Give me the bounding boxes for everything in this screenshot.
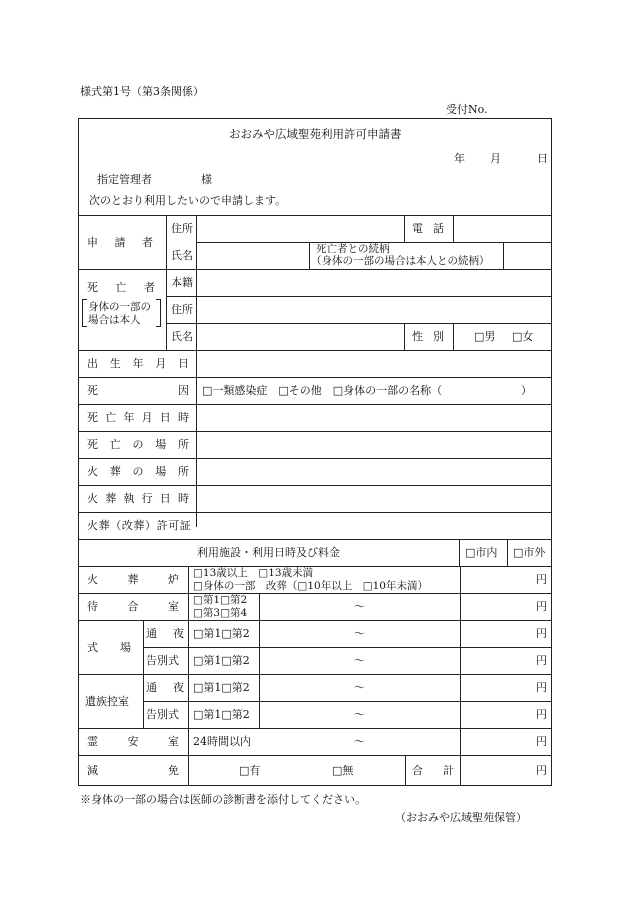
deceased-note-line2: 場合は本人 (88, 314, 141, 326)
waiting-room-tilde: ～ (354, 600, 365, 613)
exemption-no-checkbox[interactable]: □無 (332, 764, 354, 777)
ceremony-wake-yen: 円 (536, 627, 547, 640)
gender-male-checkbox[interactable]: □男 (474, 330, 496, 343)
total-label: 合 計 (412, 764, 454, 777)
deceased-domicile-label: 本籍 (171, 276, 193, 289)
furnace-label: 火 葬 炉 (87, 573, 179, 586)
ceremony-farewell-yen: 円 (536, 654, 547, 667)
family-wake-label: 通 夜 (146, 681, 184, 694)
applicant-label: 申 請 者 (87, 236, 153, 249)
facilities-header: 利用施設・利用日時及び料金 (197, 546, 340, 559)
cause-of-death-label: 死 因 (87, 384, 189, 397)
gender-label: 性 別 (412, 330, 444, 343)
exemption-label: 減 免 (87, 764, 179, 777)
permit-label: 火葬（改葬）許可証 (87, 519, 192, 532)
applicant-phone-label: 電 話 (412, 222, 444, 235)
cause-options[interactable]: □一類感染症 □その他 □身体の一部の名称（ (202, 384, 443, 397)
applicant-name-label: 氏名 (171, 249, 193, 262)
receipt-number: 受付No. (446, 103, 488, 116)
date-day: 日 (537, 152, 548, 165)
family-room-label: 遺族控室 (85, 695, 129, 708)
ceremony-hall-label: 式 場 (87, 641, 131, 654)
death-datetime-label: 死 亡 年 月 日 時 (87, 411, 189, 424)
mortuary-label: 霊 安 室 (87, 735, 179, 748)
cremation-datetime-label: 火 葬 執 行 日 時 (87, 492, 189, 505)
waiting-room-label: 待 合 室 (87, 600, 179, 613)
family-wake-options[interactable]: □第1□第2 (193, 681, 250, 694)
exemption-yes-checkbox[interactable]: □有 (239, 764, 261, 777)
death-place-label: 死 亡 の 場 所 (87, 438, 189, 451)
family-farewell-yen: 円 (536, 708, 547, 721)
ceremony-wake-options[interactable]: □第1□第2 (193, 627, 250, 640)
furnace-option-line2[interactable]: □身体の一部 改葬（□10年以上 □10年未満） (193, 580, 428, 592)
deceased-name-label: 氏名 (171, 330, 193, 343)
cause-close-paren: ） (521, 384, 532, 397)
addressee: 指定管理者 (97, 173, 152, 186)
footer-note: ※身体の一部の場合は医師の診断書を添付してください。 (80, 793, 366, 806)
furnace-yen: 円 (536, 573, 547, 586)
date-year: 年 (454, 152, 465, 165)
form-title: おおみや広域聖苑利用許可申請書 (229, 127, 402, 141)
city-in-checkbox[interactable]: □市内 (465, 546, 498, 559)
mortuary-tilde: ～ (354, 735, 365, 748)
waiting-room-options-2[interactable]: □第3□第4 (193, 607, 248, 619)
application-form (78, 118, 552, 786)
relation-label-line2: （身体の一部の場合は本人との続柄） (311, 255, 490, 267)
family-farewell-tilde: ～ (354, 708, 365, 721)
relation-label-line1: 死亡者との続柄 (316, 243, 390, 255)
deceased-address-label: 住所 (171, 303, 193, 316)
form-number: 様式第1号（第3条関係） (80, 85, 204, 98)
bracket-left (82, 299, 87, 327)
ceremony-wake-tilde: ～ (354, 627, 365, 640)
applicant-address-label: 住所 (171, 222, 193, 235)
gender-female-checkbox[interactable]: □女 (512, 330, 534, 343)
total-yen: 円 (536, 764, 547, 777)
family-farewell-options[interactable]: □第1□第2 (193, 708, 250, 721)
birth-date-label: 出 生 年 月 日 (87, 357, 189, 370)
mortuary-yen: 円 (536, 735, 547, 748)
bracket-right (156, 299, 161, 327)
ceremony-farewell-tilde: ～ (354, 654, 365, 667)
family-farewell-label: 告別式 (146, 708, 179, 721)
cremation-place-label: 火 葬 の 場 所 (87, 465, 189, 478)
city-out-checkbox[interactable]: □市外 (513, 546, 546, 559)
intro-text: 次のとおり利用したいので申請します。 (89, 194, 287, 207)
deceased-label: 死 亡 者 (87, 281, 155, 294)
family-wake-yen: 円 (536, 681, 547, 694)
ceremony-farewell-label: 告別式 (146, 654, 179, 667)
waiting-room-yen: 円 (536, 600, 547, 613)
honorific: 様 (201, 173, 212, 186)
date-month: 月 (490, 152, 501, 165)
mortuary-value: 24時間以内 (193, 735, 251, 748)
waiting-room-options-1[interactable]: □第1□第2 (193, 594, 248, 606)
ceremony-wake-label: 通 夜 (146, 627, 184, 640)
ceremony-farewell-options[interactable]: □第1□第2 (193, 654, 250, 667)
family-wake-tilde: ～ (354, 681, 365, 694)
footer-storage: （おおみや広域聖苑保管） (395, 811, 527, 824)
deceased-note-line1: 身体の一部の (88, 301, 151, 313)
furnace-option-line1[interactable]: □13歳以上 □13歳未満 (193, 567, 314, 579)
